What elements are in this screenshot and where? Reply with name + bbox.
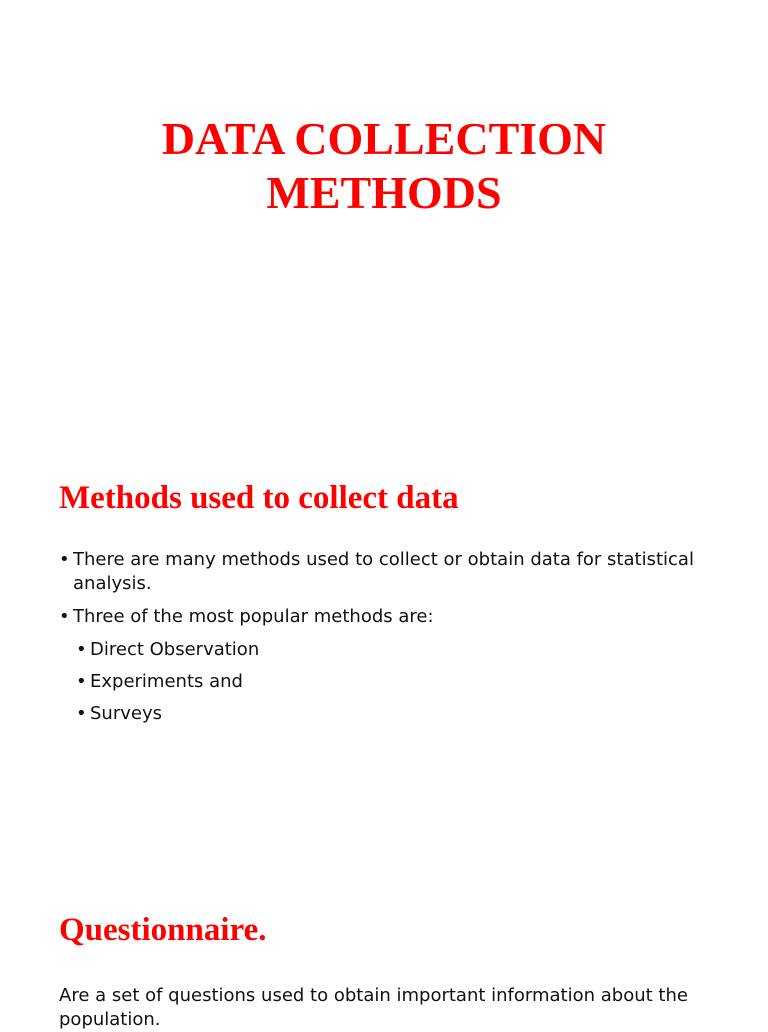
bullet-text: Three of the most popular methods are: (73, 606, 434, 627)
sub-bullet-text: Experiments and (90, 671, 243, 692)
bullet-dot-icon: • (76, 671, 87, 692)
title-line-2: METHODS (266, 167, 502, 218)
bullet-list (59, 548, 709, 734)
sub-bullet-item (76, 702, 709, 726)
methods-slide (0, 430, 768, 910)
slide-heading: Methods used to collect data (59, 480, 459, 516)
bullet-item (59, 605, 709, 629)
sub-bullet-item (76, 638, 709, 662)
title-slide (0, 0, 768, 430)
presentation-title (0, 112, 768, 220)
sub-bullet-text: Surveys (90, 703, 162, 724)
sub-bullet-item (76, 670, 709, 694)
questionnaire-slide (0, 880, 768, 1030)
bullet-dot-icon: • (59, 606, 70, 627)
slide-heading: Questionnaire. (59, 912, 267, 948)
bullet-dot-icon: • (76, 703, 87, 724)
bullet-dot-icon: • (59, 549, 70, 570)
sub-bullet-text: Direct Observation (90, 639, 260, 660)
bullet-dot-icon: • (76, 639, 87, 660)
title-line-1: DATA COLLECTION (161, 113, 607, 164)
bullet-text: There are many methods used to collect or obtain data for statistical analysis. (73, 549, 694, 594)
slide-body-text: Are a set of questions used to obtain important information about the population. (59, 985, 688, 1030)
bullet-item (59, 548, 709, 596)
